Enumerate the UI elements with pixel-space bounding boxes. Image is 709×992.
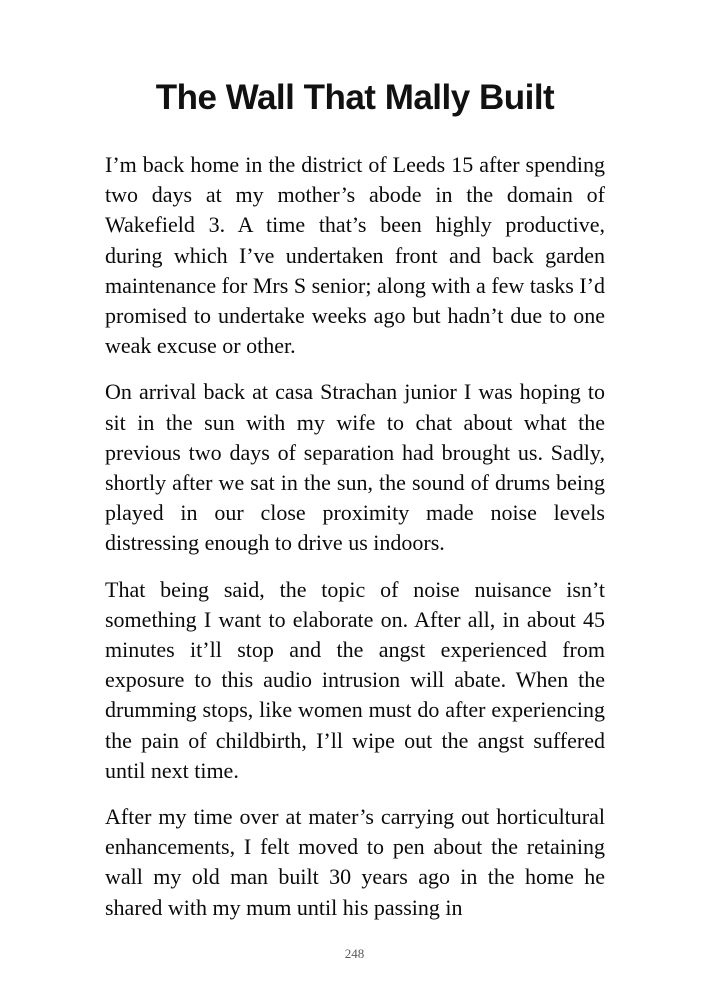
paragraph-3: That being said, the topic of noise nuisance isn’t something I want to elaborate on. After all, in about 45 minutes it’ll stop and the angst experienced from exposure to this audio intrusion will abate. When the drumming stops, like women must do after experiencing the pain of childbirth, I’ll wipe out the angst suffered until next time. xyxy=(105,576,605,783)
paragraph-2: On arrival back at casa Strachan junior I was hoping to sit in the sun with my wife to chat about what the previous two days of separation had brought us. Sadly, shortly after we sat in the sun, the sound of drums being played in our close proximity made noise levels distressing enough to drive us indoors. xyxy=(105,379,605,556)
page-number: 248 xyxy=(344,946,365,961)
page-content xyxy=(105,0,605,939)
page-title: The Wall That Mally Built xyxy=(155,78,555,117)
paragraph-4: After my time over at mater’s carrying out horticultural enhancements, I felt moved to pen about the retaining wall my old man built 30 years ago in the home he shared with my mum until his passing in xyxy=(105,804,605,920)
paragraph-1: I’m back home in the district of Leeds 15 after spending two days at my mother’s abode in the domain of Wakefield 3. A time that’s been highly productive, during which I’ve undertaken front and back garden maintenance for Mrs S senior; along with a few tasks I’d promised to undertake weeks ago but hadn’t due to one weak excuse or other. xyxy=(105,152,605,359)
